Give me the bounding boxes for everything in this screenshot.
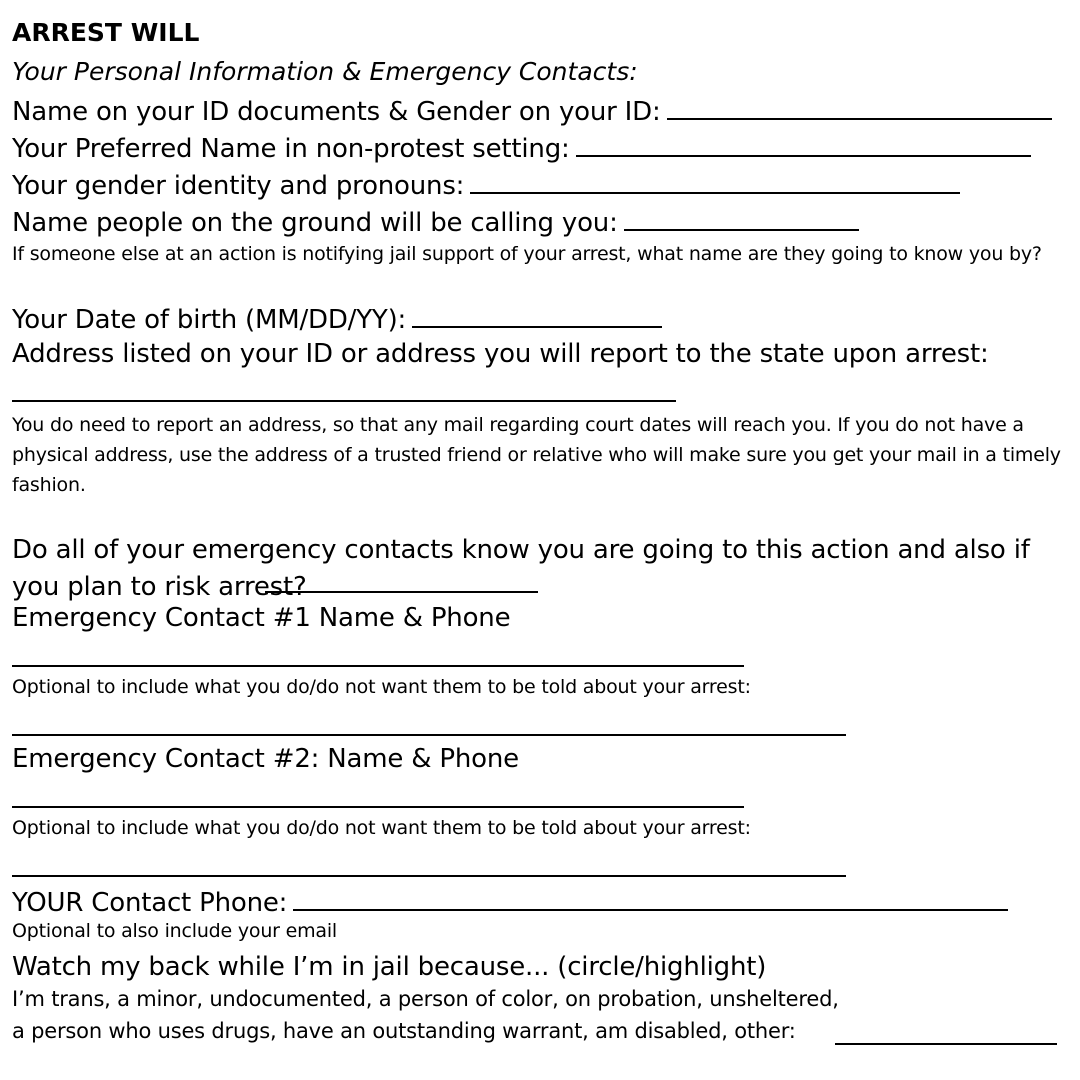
ground-name-row [12,207,859,236]
watch-other-field[interactable] [835,1043,1057,1045]
your-phone-label: YOUR Contact Phone: [12,888,288,918]
watch-options-line2: a person who uses drugs, have an outstanding warrant, am disabled, other: [12,1019,796,1043]
watch-back-label: Watch my back while I’m in jail because... (circle/highlight) [12,952,767,982]
your-phone-field[interactable] [293,887,1008,911]
ground-name-field[interactable] [624,207,859,231]
preferred-name-row [12,133,1031,162]
address-field[interactable] [12,400,676,402]
dob-label: Your Date of birth (MM/DD/YY): [12,305,407,335]
id-name-gender-label: Name on your ID documents & Gender on your ID: [12,97,661,127]
watch-options-line1: I’m trans, a minor, undocumented, a person of color, on probation, unsheltered, [12,987,839,1011]
contact2-field[interactable] [12,806,744,808]
gender-identity-row [12,170,960,199]
id-name-gender-field[interactable] [667,96,1052,120]
section-heading: Your Personal Information & Emergency Contacts: [12,57,638,86]
gender-identity-label: Your gender identity and pronouns: [12,171,465,201]
preferred-name-label: Your Preferred Name in non-protest setting: [12,134,570,164]
contact2-label: Emergency Contact #2: Name & Phone [12,744,519,774]
form-title: ARREST WILL [12,18,200,47]
contact2-optional-field[interactable] [12,875,846,877]
contact1-optional-field[interactable] [12,734,846,736]
address-note: You do need to report an address, so that any mail regarding court dates will reach you. If you do not have a physical address, use the address of a trusted friend or relative who will make sure you get your mail in a timely fashion. [12,414,1061,496]
email-note: Optional to also include your email [12,920,338,942]
dob-row [12,304,662,333]
contacts-know-label: Do all of your emergency contacts know you are going to this action and also if you plan to risk arrest? [12,535,1030,602]
gender-identity-field[interactable] [470,170,960,194]
contacts-know-line1 [12,532,1070,606]
contacts-know-field[interactable] [265,591,538,593]
watch-options-row [12,1021,796,1042]
dob-field[interactable] [412,304,662,328]
contact2-optional-label: Optional to include what you do/do not want them to be told about your arrest: [12,817,751,839]
preferred-name-field[interactable] [576,133,1031,157]
address-label: Address listed on your ID or address you will report to the state upon arrest: [12,339,989,369]
arrest-will-form [12,0,1072,1080]
contact1-label: Emergency Contact #1 Name & Phone [12,603,511,633]
your-phone-row [12,887,1008,916]
ground-name-note: If someone else at an action is notifying jail support of your arrest, what name are they going to know you by? [12,243,1042,265]
id-name-gender-row [12,96,1052,125]
ground-name-label: Name people on the ground will be calling you: [12,208,618,238]
contact1-field[interactable] [12,665,744,667]
contact1-optional-label: Optional to include what you do/do not want them to be told about your arrest: [12,676,751,698]
